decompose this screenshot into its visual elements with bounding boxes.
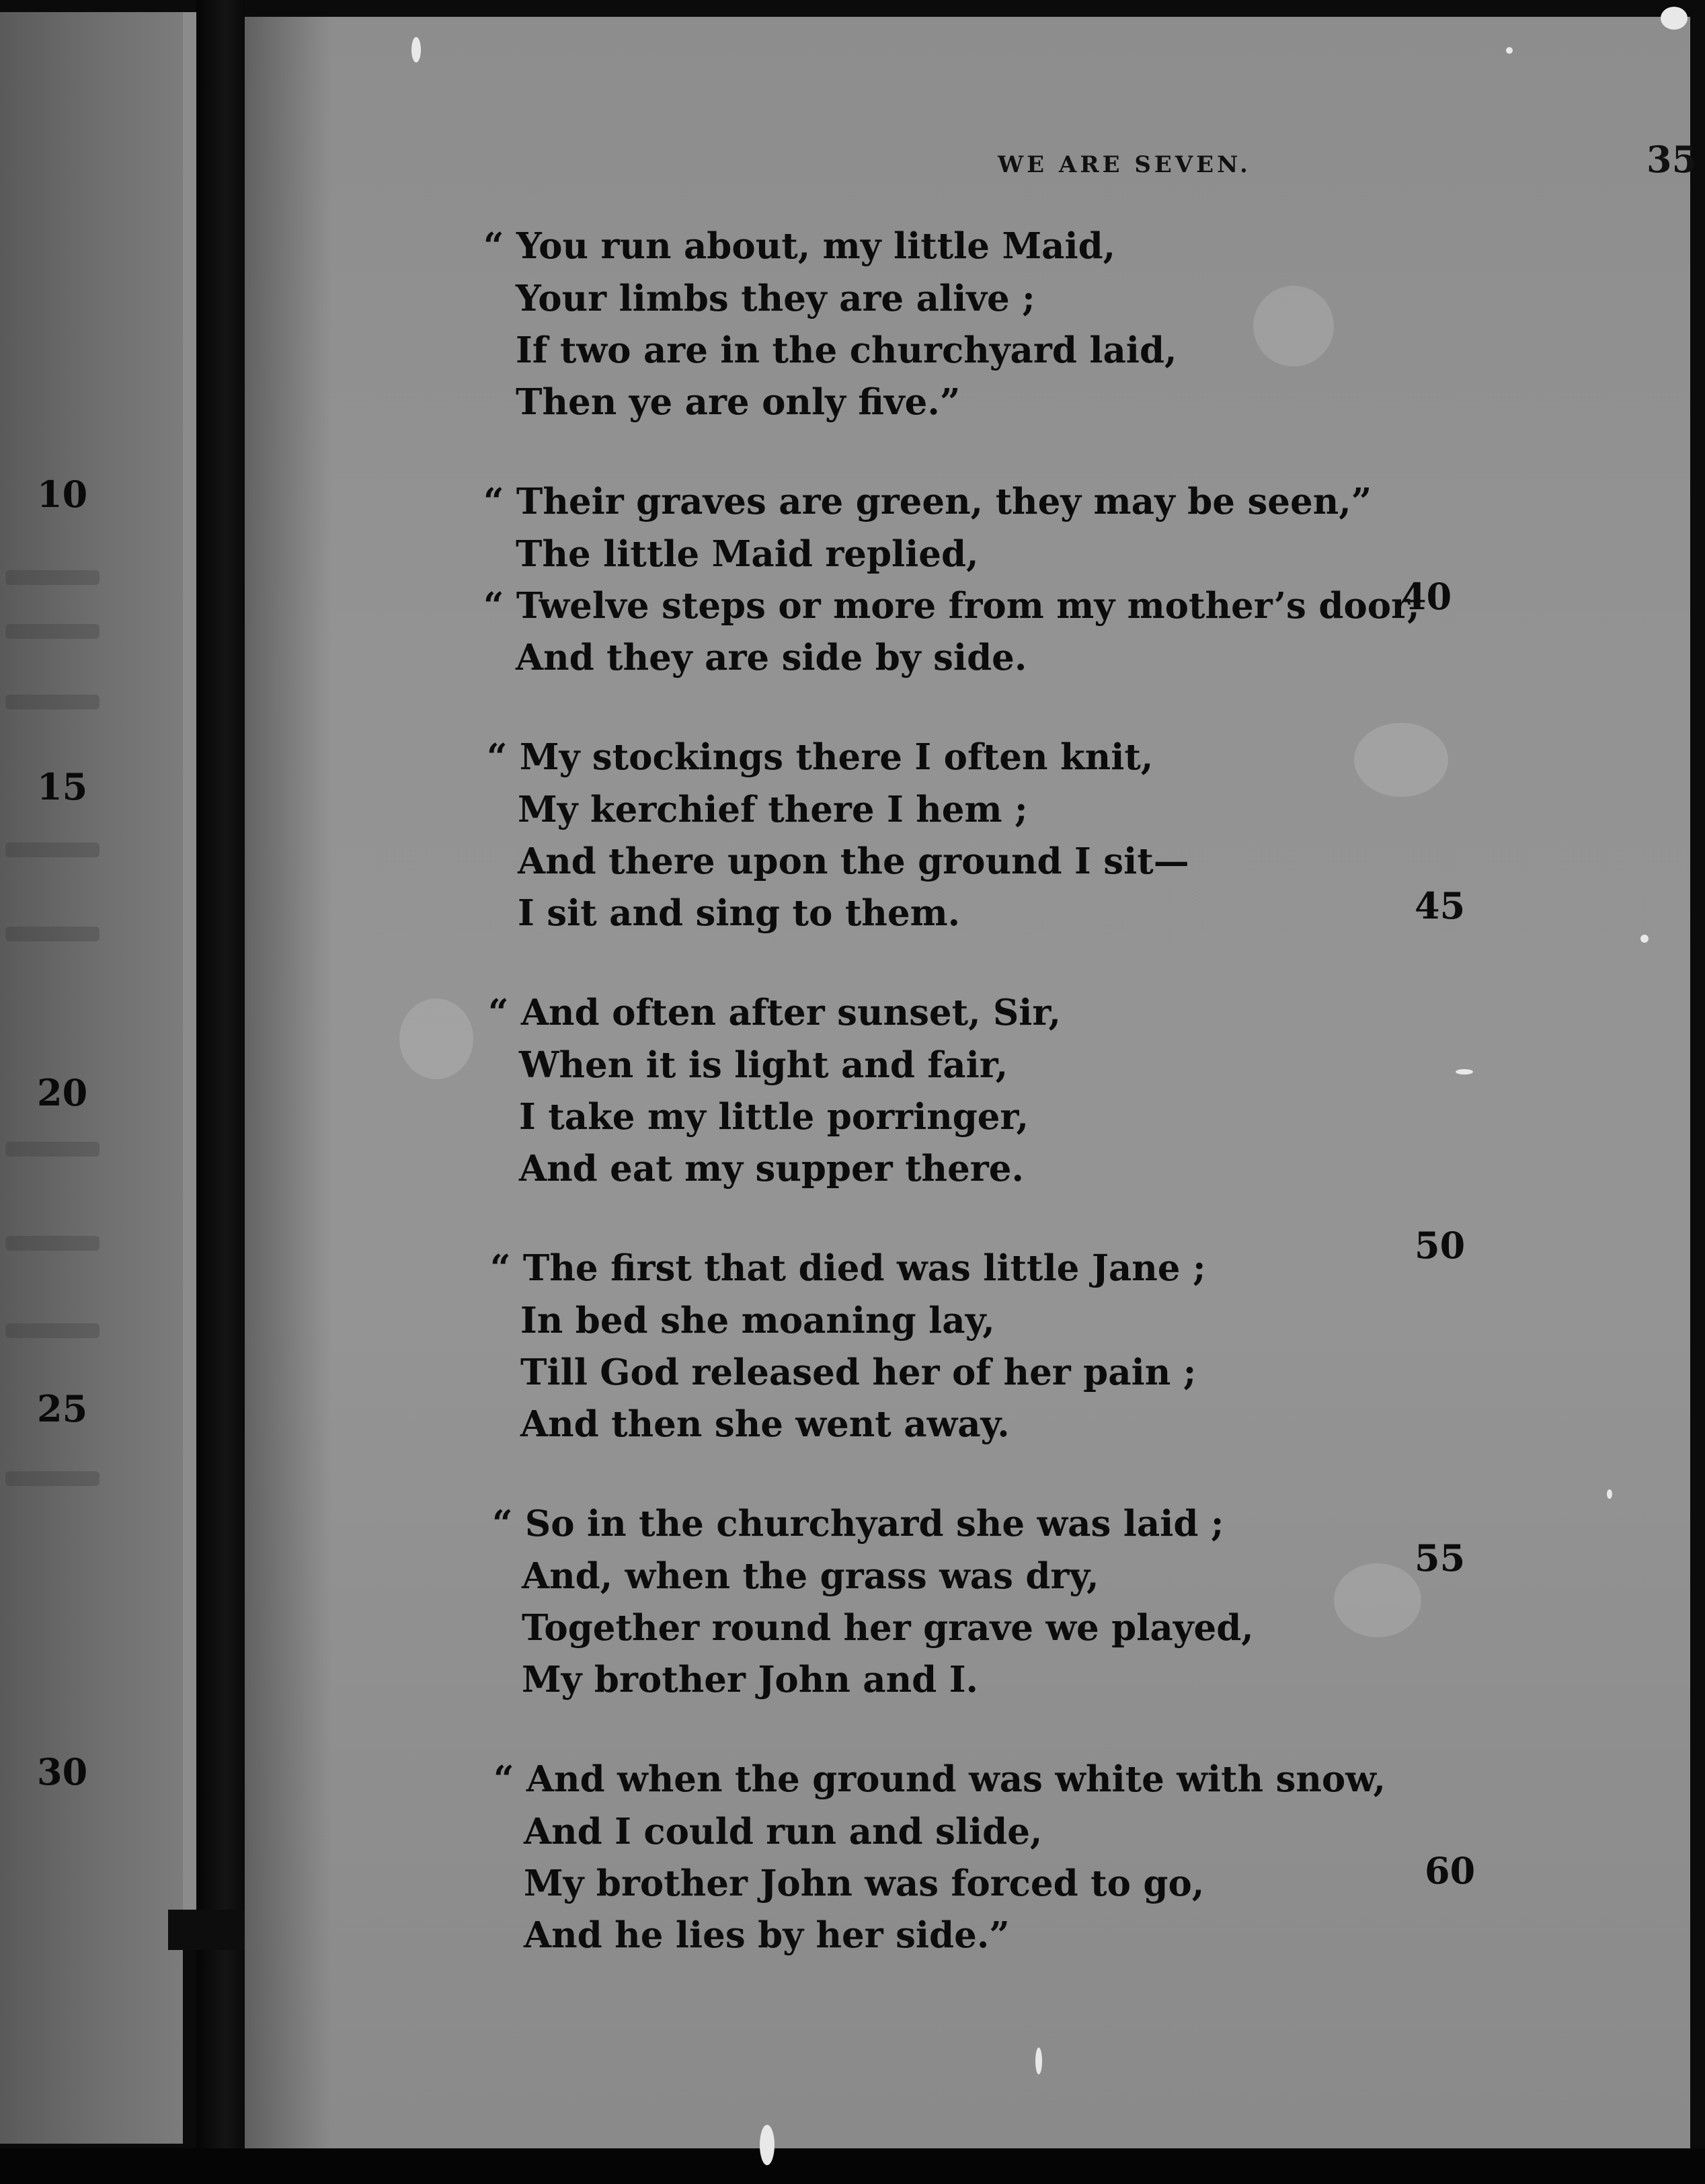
facing-page-line-number: 10 [37, 473, 88, 516]
poem-line: “ You run about, my little Maid, [483, 225, 1116, 267]
bleed-through-mark [5, 695, 100, 709]
bleed-through-mark [5, 1142, 100, 1157]
dust-speck [1661, 7, 1688, 30]
poem-line: And eat my supper there. [519, 1148, 1024, 1190]
bleed-through-mark [5, 843, 100, 857]
running-head: WE ARE SEVEN. [998, 151, 1251, 178]
poem-line: Together round her grave we played, [522, 1607, 1254, 1649]
bleed-through-mark [5, 1236, 100, 1251]
poem-line: My kerchief there I hem ; [518, 789, 1028, 830]
facing-page-line-number: 20 [37, 1071, 88, 1114]
gutter-shadow [245, 17, 332, 2148]
line-number: 40 [1401, 575, 1452, 618]
main-page [245, 17, 1698, 2148]
paper-blotch [1354, 723, 1448, 797]
poem-line: My brother John was forced to go, [524, 1863, 1205, 1904]
line-number: 45 [1415, 884, 1466, 927]
dust-speck [760, 2125, 775, 2165]
poem-line: “ And when the ground was white with snow, [493, 1758, 1386, 1800]
poem-line: And, when the grass was dry, [522, 1555, 1099, 1597]
facing-page-line-number: 25 [37, 1387, 88, 1430]
bleed-through-mark [5, 1471, 100, 1486]
bleed-through-mark [5, 624, 100, 639]
bleed-through-mark [5, 927, 100, 941]
dust-speck [1456, 1069, 1473, 1075]
dust-speck [1035, 2048, 1042, 2074]
facing-page-line-number: 15 [37, 765, 88, 808]
poem-line: In bed she moaning lay, [520, 1300, 995, 1341]
poem-line: Till God released her of her pain ; [520, 1352, 1197, 1393]
dust-speck [1506, 47, 1513, 54]
dust-speck [1640, 935, 1649, 943]
book-spine [196, 0, 245, 2184]
poem-line: And they are side by side. [516, 637, 1027, 678]
poem-line: “ My stockings there I often knit, [487, 736, 1154, 778]
dust-speck [411, 37, 421, 63]
poem-line: My brother John and I. [522, 1659, 978, 1701]
poem-line: “ The first that died was little Jane ; [490, 1247, 1206, 1289]
gutter-edge [183, 12, 196, 1928]
paper-blotch [399, 999, 473, 1079]
facing-page [0, 12, 183, 2144]
line-number: 50 [1415, 1224, 1466, 1267]
poem-line: “ Their graves are green, they may be seen,” [483, 481, 1372, 522]
poem-line: Then ye are only five.” [516, 381, 961, 423]
line-number: 55 [1415, 1536, 1466, 1580]
facing-page-line-number: 30 [37, 1750, 88, 1793]
poem-line: “ So in the churchyard she was laid ; [492, 1503, 1224, 1545]
poem-line: The little Maid replied, [516, 533, 979, 575]
poem-line: “ Twelve steps or more from my mother’s door, [483, 585, 1420, 627]
bleed-through-mark [5, 570, 100, 585]
paper-blotch [1334, 1563, 1421, 1637]
dust-speck [1607, 1489, 1612, 1499]
page-number: 35 [1647, 138, 1698, 181]
poem-line: Your limbs they are alive ; [516, 278, 1035, 319]
poem-line: I sit and sing to them. [518, 892, 961, 934]
poem-line: And I could run and slide, [524, 1811, 1043, 1852]
scan-bottom-edge [0, 2148, 1705, 2184]
poem-line: And he lies by her side.” [524, 1914, 1010, 1956]
poem-line: And then she went away. [520, 1403, 1010, 1445]
paper-blotch [1253, 286, 1334, 366]
poem-line: I take my little porringer, [519, 1096, 1029, 1138]
poem-line: And there upon the ground I sit— [518, 841, 1189, 882]
line-number: 60 [1425, 1849, 1476, 1892]
bleed-through-mark [5, 1323, 100, 1338]
poem-line: If two are in the churchyard laid, [516, 329, 1177, 371]
poem-line: When it is light and fair, [519, 1044, 1008, 1086]
poem-line: “ And often after sunset, Sir, [488, 992, 1061, 1034]
